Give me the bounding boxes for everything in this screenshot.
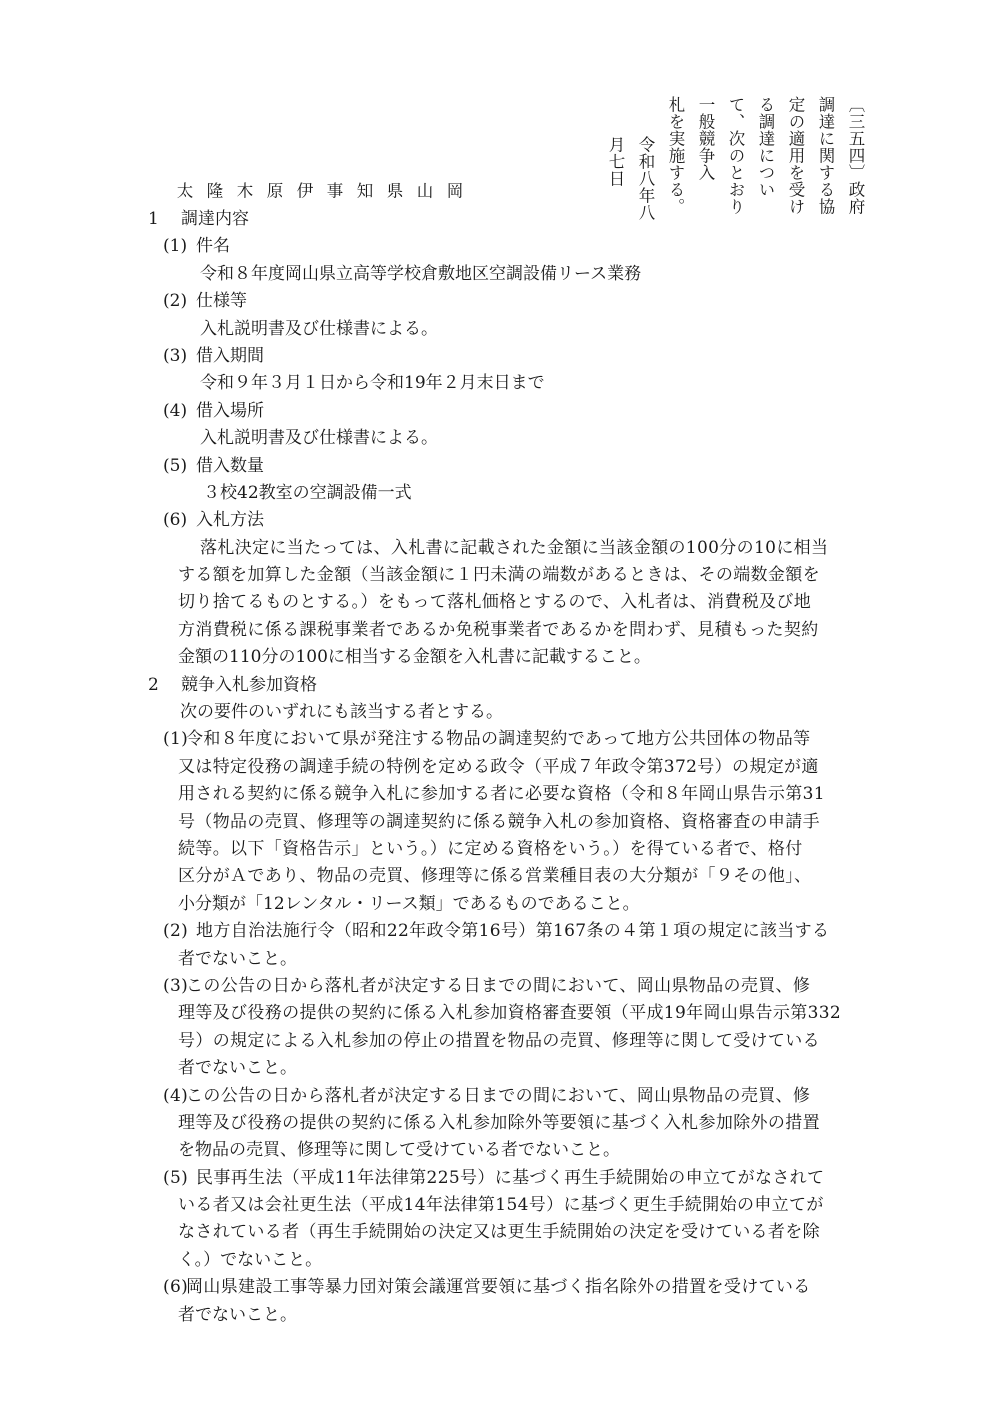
- requirement-text: この公告の日から落札者が決定する日までの間において、岡山県物品の売買、修: [186, 975, 811, 996]
- requirement-line: [0, 918, 1000, 945]
- item-number: (5): [163, 455, 188, 476]
- requirement-line: 者でないこと。: [178, 1304, 297, 1325]
- requirement-line: く。）でないこと。: [178, 1249, 323, 1270]
- section-number: 2: [148, 674, 159, 695]
- requirement-number: (2): [163, 921, 189, 942]
- item-number: (2): [163, 291, 188, 312]
- requirement-line: 理等及び役務の提供の契約に係る入札参加除外等要領に基づく入札参加除外の措置: [178, 1112, 820, 1133]
- item-heading: [0, 398, 1000, 425]
- notice-date: 令和八年八月七日: [606, 136, 655, 221]
- item-number: (3): [163, 345, 188, 366]
- header-line-1: 〔三五四〕政府調達に関する協定の適用を受ける調達について、次のとおり一般競争入: [696, 96, 865, 215]
- paragraph-line: 方消費税に係る課税事業者であるか免税事業者であるかを問わず、見積もった契約: [178, 619, 819, 640]
- item-title: 件名: [196, 236, 230, 257]
- section-heading: [0, 206, 1000, 233]
- item-heading: [0, 233, 1000, 260]
- item-text: 令和９年３月１日から令和19年２月末日まで: [200, 373, 545, 394]
- item-heading: [0, 453, 1000, 480]
- notice-body: [0, 206, 1000, 1329]
- section-title: 調達内容: [181, 209, 249, 229]
- requirement-text: この公告の日から落札者が決定する日までの間において、岡山県物品の売買、修: [186, 1085, 811, 1106]
- requirement-line: 続等。以下「資格告示」という。）に定める資格をいう。）を得ている者で、格付: [178, 838, 803, 859]
- section-heading: [0, 672, 1000, 699]
- item-heading: [0, 343, 1000, 370]
- requirement-text: 地方自治法施行令（昭和22年政令第16号）第167条の４第１項の規定に該当する: [196, 921, 830, 942]
- requirement-line: [0, 726, 1000, 753]
- requirement-line: 又は特定役務の調達手続の特例を定める政令（平成７年政令第372号）の規定が適: [178, 756, 819, 777]
- item-title: 借入場所: [196, 400, 264, 421]
- requirement-line: 号（物品の売買、修理等の調達契約に係る競争入札の参加資格、資格審査の申請手: [178, 811, 820, 832]
- requirement-line: 小分類が「12レンタル・リース類」であるものであること。: [178, 893, 640, 914]
- requirement-line: いる者又は会社更生法（平成14年法律第154号）に基づく更生手続開始の申立てが: [178, 1195, 824, 1216]
- section-title: 競争入札参加資格: [181, 674, 317, 695]
- item-number: (1): [163, 236, 188, 257]
- requirement-text: 民事再生法（平成11年法律第225号）に基づく再生手続開始の申立てがなされて: [196, 1167, 825, 1188]
- item-heading: [0, 507, 1000, 534]
- section-intro: 次の要件のいずれにも該当する者とする。: [180, 702, 503, 723]
- requirement-line: [0, 1165, 1000, 1192]
- requirement-line: 者でないこと。: [178, 1058, 297, 1079]
- requirement-line: 号）の規定による入札参加の停止の措置を物品の売買、修理等に関して受けている: [178, 1030, 820, 1051]
- requirement-number: (5): [163, 1167, 189, 1188]
- item-title: 借入期間: [196, 345, 264, 366]
- item-title: 入札方法: [196, 510, 264, 531]
- item-title: 仕様等: [196, 291, 247, 312]
- signer-name: 伊原木隆太: [174, 182, 313, 213]
- item-number: (4): [163, 400, 188, 421]
- item-title: 借入数量: [196, 455, 264, 476]
- paragraph-line: 落札決定に当たっては、入札書に記載された金額に当該金額の100分の10に相当: [200, 537, 829, 558]
- paragraph-line: する額を加算した金額（当該金額に１円未満の端数があるときは、その端数金額を: [178, 565, 820, 586]
- requirement-line: [0, 1274, 1000, 1301]
- requirement-line: 者でないこと。: [178, 948, 297, 969]
- item-text: 入札説明書及び仕様書による。: [200, 318, 438, 339]
- paragraph-line: 金額の110分の100に相当する金額を入札書に記載すること。: [178, 647, 651, 668]
- requirement-text: 令和８年度において県が発注する物品の調達契約であって地方公共団体の物品等: [186, 729, 811, 750]
- requirement-number: (6): [163, 1277, 189, 1298]
- paragraph-line: 切り捨てるものとする。）をもって落札価格とするので、入札者は、消費税及び地: [178, 592, 812, 613]
- requirement-number: (4): [163, 1085, 189, 1106]
- requirement-line: [0, 1083, 1000, 1110]
- requirement-line: 理等及び役務の提供の契約に係る入札参加資格審査要領（平成19年岡山県告示第332: [178, 1003, 842, 1024]
- signer-title: 岡山県知事: [324, 182, 463, 199]
- item-number: (6): [163, 510, 188, 531]
- section-number: 1: [148, 209, 159, 229]
- header-line-2: 札を実施する。: [666, 96, 685, 215]
- requirement-text: 岡山県建設工事等暴力団対策会議運営要領に基づく指名除外の措置を受けている: [186, 1277, 811, 1298]
- requirement-line: を物品の売買、修理等に関して受けている者でないこと。: [178, 1140, 620, 1161]
- item-text: 入札説明書及び仕様書による。: [200, 428, 438, 449]
- requirement-line: なされている者（再生手続開始の決定又は更生手続開始の決定を受けている者を除: [178, 1222, 820, 1243]
- item-text: ３校42教室の空調設備一式: [203, 482, 412, 503]
- requirement-line: [0, 973, 1000, 1000]
- requirement-line: 区分がＡであり、物品の売買、修理等に係る営業種目表の大分類が「９その他」、: [178, 866, 812, 887]
- requirement-number: (3): [163, 975, 189, 996]
- requirement-number: (1): [163, 729, 189, 750]
- requirement-line: 用される契約に係る競争入札に参加する者に必要な資格（令和８年岡山県告示第31: [178, 784, 825, 805]
- item-heading: [0, 288, 1000, 315]
- item-text: 令和８年度岡山県立高等学校倉敷地区空調設備リース業務: [200, 263, 642, 284]
